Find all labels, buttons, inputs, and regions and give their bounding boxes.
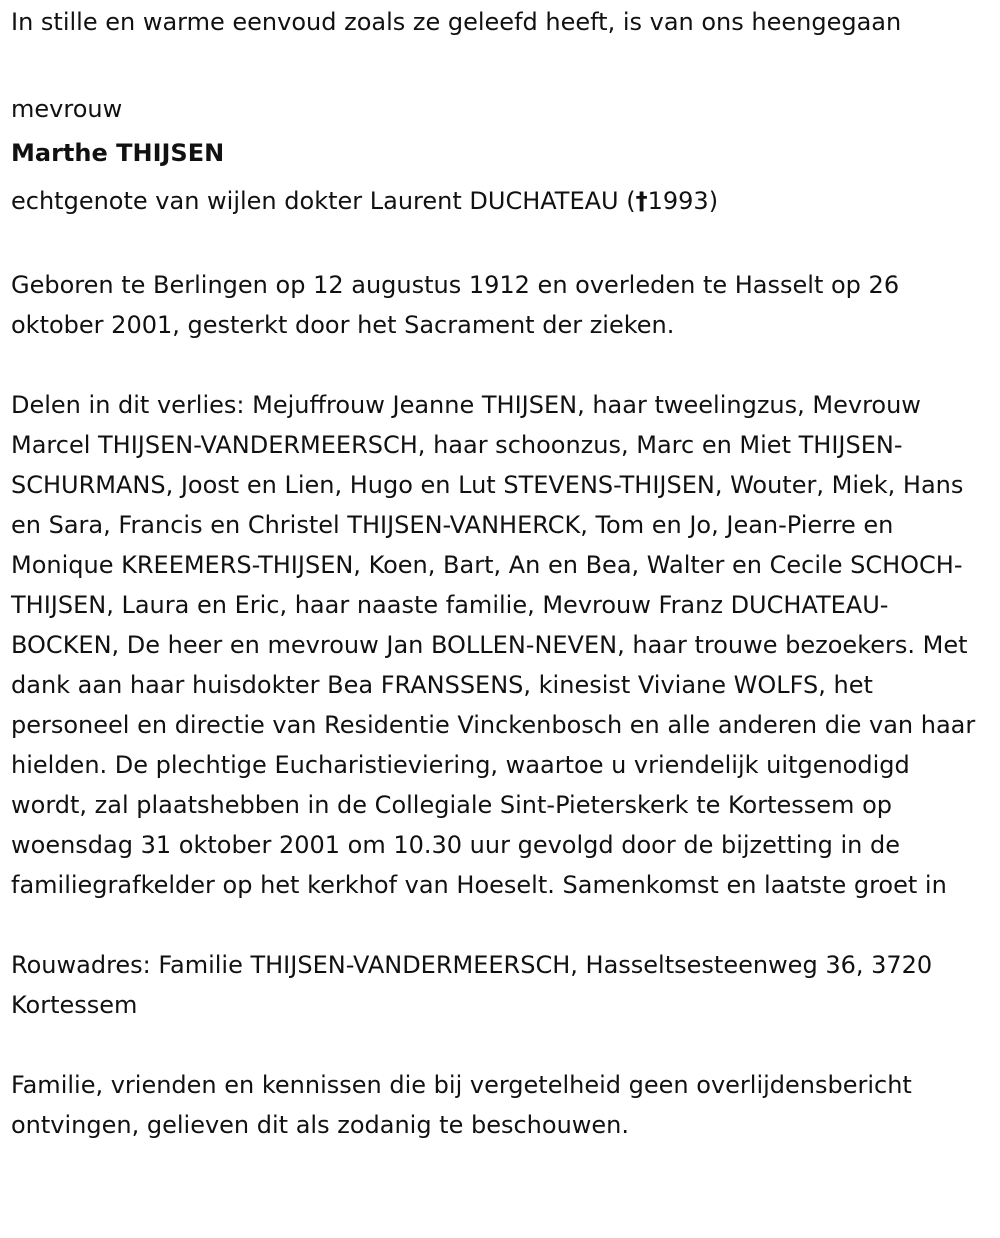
cross-icon: †	[635, 187, 648, 215]
spouse-prefix: echtgenote van wijlen dokter Laurent DUCHATEAU (	[11, 187, 636, 215]
spacer	[11, 905, 990, 945]
spacer	[11, 225, 990, 265]
spouse-line	[11, 177, 990, 225]
birth-death-paragraph: Geboren te Berlingen op 12 augustus 1912 en overleden te Hasselt op 26 oktober 2001, gesterkt door het Sacrament der zieken.	[11, 271, 900, 339]
spouse-death-year: 1993)	[647, 187, 719, 215]
mourning-address: Rouwadres: Familie THIJSEN-VANDERMEERSCH, Hasseltsesteenweg 36, 3720 Kortessem	[11, 951, 933, 1019]
family-and-ceremony-paragraph: Delen in dit verlies: Mejuffrouw Jeanne THIJSEN, haar tweelingzus, Mevrouw Marcel THIJSEN-VANDERMEERSCH, haar schoonzus, Marc en Miet THIJSEN-SCHURMANS, Joost en Lien, Hugo en Lut STEVENS-THIJSEN, Wouter, Miek, Hans en Sara, Francis en Christel THIJSEN-VANHERCK, Tom en Jo, Jean-Pierre en Monique KREEMERS-THIJSEN, Koen, Bart, An en Bea, Walter en Cecile SCHOCH-THIJSEN, Laura en Eric, haar naaste familie, Mevrouw Franz DUCHATEAU-BOCKEN, De heer en mevrouw Jan BOLLEN-NEVEN, haar trouwe bezoekers. Met dank aan haar huisdokter Bea FRANSSENS, kinesist Viviane WOLFS, het personeel en directie van Residentie Vinckenbosch en alle anderen die van haar hielden. De plechtige Eucharistieviering, waartoe u vriendelijk uitgenodigd wordt, zal plaatshebben in de Collegiale Sint-Pieterskerk te Kortessem op woensdag 31 oktober 2001 om 10.30 uur gevolgd door de bijzetting in de familiegrafkelder op het kerkhof van Hoeselt. Samenkomst en laatste groet in	[11, 391, 976, 899]
deceased-name: Marthe THIJSEN	[11, 139, 225, 167]
intro-text: In stille en warme eenvoud zoals ze geleefd heeft, is van ons heengegaan	[11, 8, 902, 36]
closing-paragraph: Familie, vrienden en kennissen die bij vergetelheid geen overlijdensbericht ontvingen, gelieven dit als zodanig te beschouwen.	[11, 1071, 912, 1139]
spacer	[11, 42, 990, 82]
spacer	[11, 345, 990, 385]
spacer	[11, 1025, 990, 1065]
deceased-title: mevrouw	[11, 95, 123, 123]
